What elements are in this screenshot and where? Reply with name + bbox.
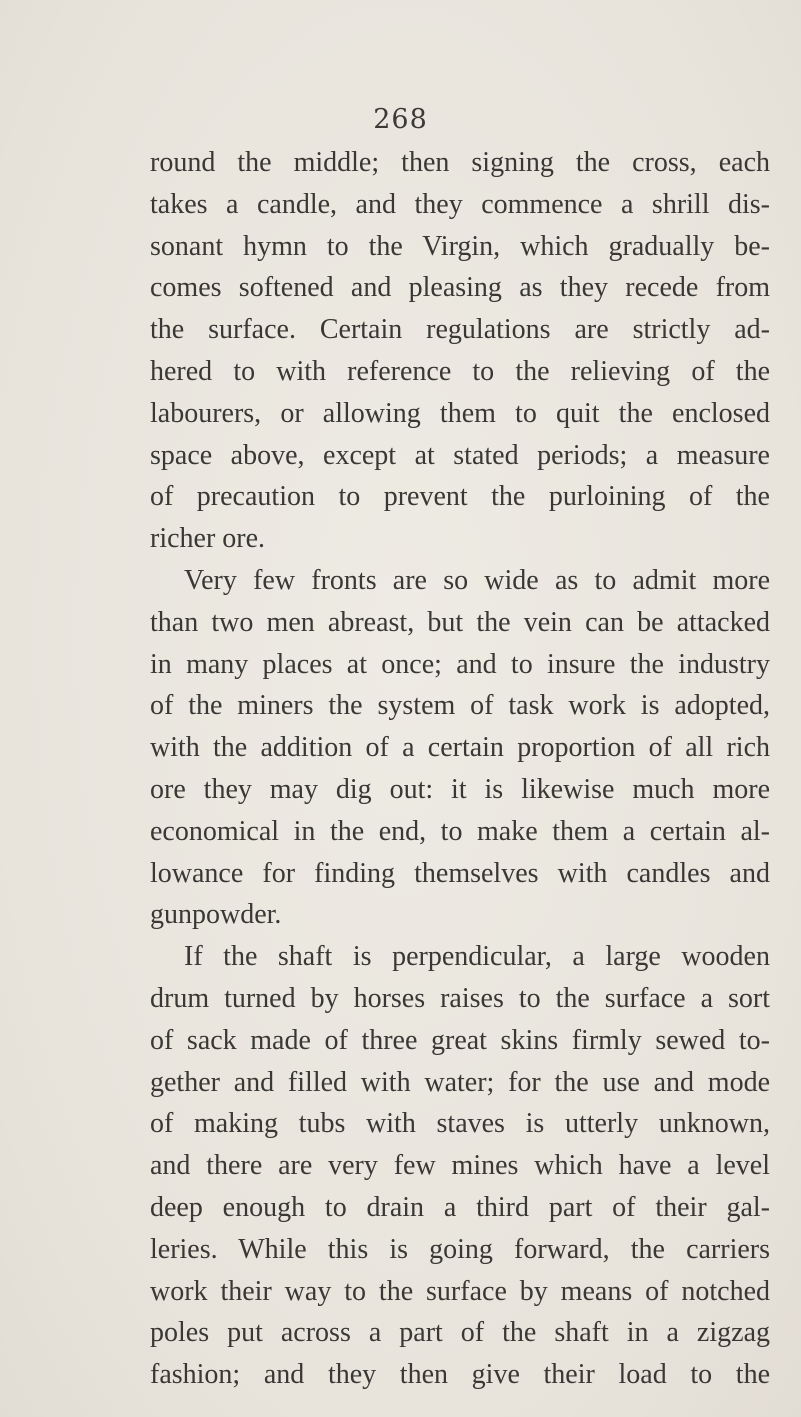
text-line: hered to with reference to the relieving of the bbox=[150, 355, 770, 387]
text-line: Very few fronts are so wide as to admit more bbox=[184, 564, 770, 596]
text-line: takes a candle, and they commence a shrill dis- bbox=[150, 188, 770, 220]
text-line: with the addition of a certain proportion of all rich bbox=[150, 732, 770, 764]
text-line: ore they may dig out: it is likewise much more bbox=[150, 773, 770, 805]
text-line: the surface. Certain regulations are strictly ad- bbox=[150, 314, 770, 346]
text-line: deep enough to drain a third part of their gal- bbox=[150, 1191, 770, 1223]
text-line: labourers, or allowing them to quit the enclosed bbox=[150, 397, 770, 429]
text-line: of sack made of three great skins firmly sewed to- bbox=[150, 1024, 770, 1056]
text-line: of the miners the system of task work is adopted, bbox=[150, 690, 770, 722]
text-line: drum turned by horses raises to the surface a sort bbox=[150, 982, 770, 1014]
text-line: of making tubs with staves is utterly unknown, bbox=[150, 1108, 770, 1140]
text-line: richer ore. bbox=[150, 523, 266, 555]
text-line: economical in the end, to make them a certain al- bbox=[150, 815, 770, 847]
text-line: work their way to the surface by means of notched bbox=[150, 1275, 770, 1307]
body-text bbox=[150, 142, 770, 1396]
page-number: 268 bbox=[373, 104, 428, 135]
text-line: fashion; and they then give their load to the bbox=[150, 1359, 770, 1391]
text-line: and there are very few mines which have a level bbox=[150, 1150, 770, 1182]
text-line: space above, except at stated periods; a measure bbox=[150, 439, 770, 471]
text-line: sonant hymn to the Virgin, which gradually be- bbox=[150, 230, 770, 262]
text-line: of precaution to prevent the purloining of the bbox=[150, 481, 770, 513]
text-line: comes softened and pleasing as they recede from bbox=[150, 272, 770, 304]
text-line: If the shaft is perpendicular, a large wooden bbox=[184, 941, 770, 973]
text-line: round the middle; then signing the cross, each bbox=[150, 147, 770, 178]
text-line: poles put across a part of the shaft in a zigzag bbox=[150, 1317, 770, 1349]
text-line: leries. While this is going forward, the carriers bbox=[150, 1233, 770, 1265]
text-line: gunpowder. bbox=[150, 899, 282, 931]
text-line: than two men abreast, but the vein can be attacked bbox=[150, 606, 770, 638]
text-line: lowance for finding themselves with candles and bbox=[150, 857, 770, 889]
text-line: gether and filled with water; for the use and mode bbox=[150, 1066, 770, 1098]
text-line: in many places at once; and to insure the industry bbox=[150, 648, 770, 680]
